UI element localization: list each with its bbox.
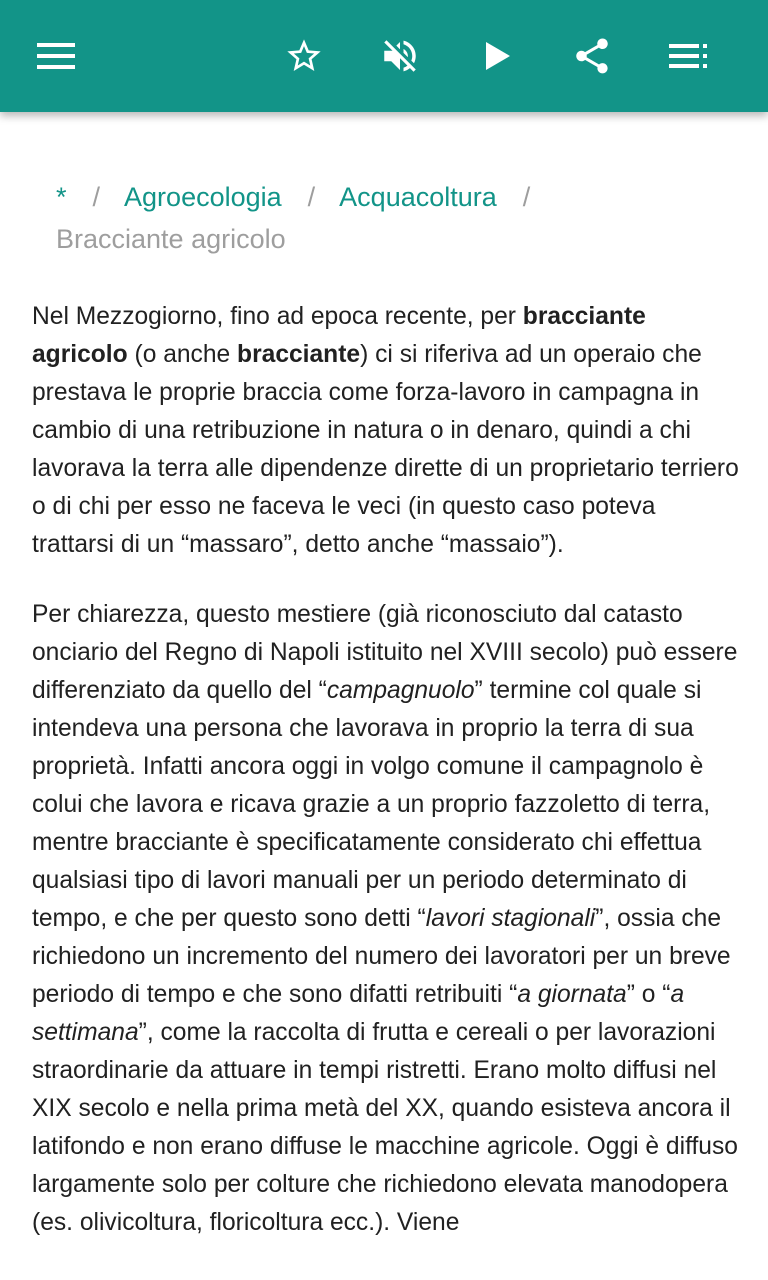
breadcrumb-separator: / bbox=[92, 182, 101, 212]
share-icon bbox=[571, 35, 613, 77]
breadcrumb-item-acquacoltura[interactable]: Acquacoltura bbox=[339, 182, 497, 212]
menu-button[interactable] bbox=[28, 28, 84, 84]
breadcrumb-separator: / bbox=[522, 182, 531, 212]
article-content bbox=[0, 112, 768, 1280]
paragraph-text: ” termine col quale si intendeva una persona che lavorava in proprio la terra di sua proprietà. Infatti ancora oggi in volgo comune il campagnolo è colui che lavora e ricava grazie a un proprio fazzoletto di terra, mentre bracciante è specificatamente considerato chi effettua qualsiasi tipo di lavori manuali per un periodo determinato di tempo, e che per questo sono detti “ bbox=[32, 677, 711, 932]
share-button[interactable] bbox=[564, 28, 620, 84]
italic-term: a giornata bbox=[517, 981, 627, 1008]
breadcrumb-current-page: Bracciante agricolo bbox=[56, 224, 286, 254]
paragraph-text: ) ci si riferiva ad un operaio che prestava le proprie braccia come forza-lavoro in campagna in cambio di una retribuzione in natura o in denaro, quindi a chi lavorava la terra alle dipendenze dirette di un proprietario terriero o di chi per esso ne faceva le veci (in questo caso poteva trattarsi di un “massaro”, detto anche “massaio”). bbox=[32, 341, 739, 558]
article-body bbox=[32, 298, 742, 1274]
paragraph-text: Nel Mezzogiorno, fino ad epoca recente, per bbox=[32, 303, 523, 330]
play-button[interactable] bbox=[470, 28, 526, 84]
paragraph-text: (o anche bbox=[127, 341, 238, 368]
paragraph-text: ”, ossia che richiedono un incremento del numero dei lavoratori per un breve periodo di tempo e che sono difatti retribuiti “ bbox=[32, 905, 731, 1008]
hamburger-menu-icon bbox=[37, 43, 75, 69]
breadcrumb-separator: / bbox=[307, 182, 316, 212]
star-outline-icon bbox=[284, 36, 324, 76]
app-toolbar bbox=[0, 0, 768, 112]
play-icon bbox=[484, 41, 512, 71]
bold-term: bracciante bbox=[237, 341, 361, 368]
table-of-contents-button[interactable] bbox=[660, 28, 716, 84]
article-paragraph bbox=[32, 596, 742, 1242]
favorite-button[interactable] bbox=[276, 28, 332, 84]
breadcrumb bbox=[56, 176, 736, 260]
article-paragraph bbox=[32, 298, 742, 564]
mute-button[interactable] bbox=[372, 28, 428, 84]
italic-term: lavori stagionali bbox=[425, 905, 596, 932]
italic-term: a settimana bbox=[32, 981, 685, 1046]
paragraph-text: ” o “ bbox=[626, 981, 671, 1008]
volume-off-icon bbox=[379, 35, 421, 77]
italic-term: campagnuolo bbox=[326, 677, 475, 704]
paragraph-text: ”, come la raccolta di frutta e cereali o per lavorazioni straordinarie da attuare in tempi ristretti. Erano molto diffusi nel XIX secolo e nella prima metà del XX, quando esisteva ancora il latifondo e non erano diffuse le macchine agricole. Oggi è diffuso largamente solo per colture che richiedono elevata manodopera (es. olivicoltura, floricoltura ecc.). Viene bbox=[32, 1019, 738, 1236]
table-of-contents-icon bbox=[669, 44, 707, 68]
breadcrumb-home-link[interactable]: * bbox=[56, 182, 67, 212]
breadcrumb-item-agroecologia[interactable]: Agroecologia bbox=[124, 182, 282, 212]
bold-term: bracciante agricolo bbox=[32, 303, 646, 368]
paragraph-text: Per chiarezza, questo mestiere (già riconosciuto dal catasto onciario del Regno di Napoli istituito nel XVIII secolo) può essere differenziato da quello del “ bbox=[32, 601, 738, 704]
